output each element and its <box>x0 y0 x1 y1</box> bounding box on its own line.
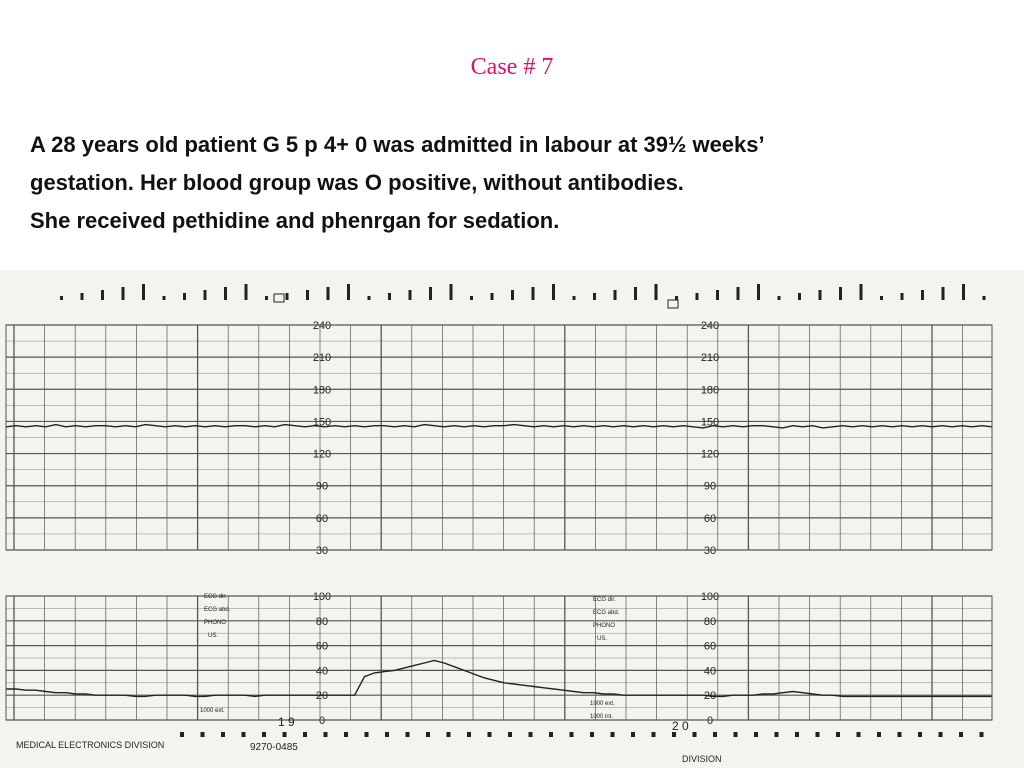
fhr-tick-label-0-3: 150 <box>312 416 332 429</box>
event-mark-5 <box>163 296 166 300</box>
bottom-mark-14 <box>467 732 471 737</box>
bottom-mark-12 <box>426 732 430 737</box>
fhr-trace <box>6 425 992 428</box>
scale-label-2: 1000 ext. <box>590 701 615 707</box>
bottom-mark-6 <box>303 732 307 737</box>
case-description <box>30 126 1010 240</box>
panel-label-4: US. <box>208 633 219 639</box>
bottom-mark-38 <box>959 732 963 737</box>
bottom-mark-9 <box>365 732 369 737</box>
event-box-1 <box>274 294 284 302</box>
event-mark-45 <box>983 296 986 300</box>
bottom-mark-32 <box>836 732 840 737</box>
event-mark-27 <box>614 290 617 300</box>
page-number-1: 1 9 <box>278 715 295 729</box>
event-mark-36 <box>798 293 801 300</box>
uc-tick-label-1-1: 80 <box>703 615 717 628</box>
event-mark-44 <box>962 284 965 300</box>
bottom-mark-27 <box>734 732 738 737</box>
bottom-mark-16 <box>508 732 512 737</box>
bottom-mark-22 <box>631 732 635 737</box>
event-mark-3 <box>122 287 125 300</box>
fhr-tick-label-1-5: 90 <box>703 480 717 493</box>
event-mark-18 <box>429 287 432 300</box>
bottom-mark-3 <box>242 732 246 737</box>
uc-tick-label-0-3: 40 <box>315 665 329 678</box>
fhr-tick-label-1-2: 180 <box>700 384 720 397</box>
bottom-mark-2 <box>221 732 225 737</box>
event-mark-6 <box>183 293 186 300</box>
panel-label-6: ECG abd. <box>593 610 620 616</box>
event-marks <box>60 284 986 737</box>
bottom-mark-33 <box>857 732 861 737</box>
event-mark-21 <box>491 293 494 300</box>
bottom-mark-37 <box>939 732 943 737</box>
bottom-mark-19 <box>570 732 574 737</box>
fhr-tick-label-0-6: 60 <box>315 512 329 525</box>
ctg-strip <box>0 270 1024 768</box>
bottom-mark-29 <box>775 732 779 737</box>
bottom-mark-28 <box>754 732 758 737</box>
bottom-mark-17 <box>529 732 533 737</box>
event-mark-0 <box>60 296 63 300</box>
panel-label-2: ECG abd. <box>204 607 231 613</box>
event-mark-24 <box>552 284 555 300</box>
event-mark-38 <box>839 287 842 300</box>
bottom-mark-26 <box>713 732 717 737</box>
event-mark-29 <box>655 284 658 300</box>
event-mark-17 <box>409 290 412 300</box>
uc-trace <box>6 661 992 697</box>
case-line-2: gestation. Her blood group was O positive, without antibodies. <box>30 170 684 195</box>
uterine-contraction-chart <box>6 591 992 727</box>
fhr-tick-label-0-4: 120 <box>312 448 332 461</box>
uc-tick-label-0-2: 60 <box>315 640 329 653</box>
event-mark-39 <box>860 284 863 300</box>
panel-label-7: PHONO <box>593 623 616 629</box>
event-mark-33 <box>737 287 740 300</box>
event-mark-40 <box>880 296 883 300</box>
scale-label-1: 1000 ext. <box>200 708 225 714</box>
fhr-tick-label-1-3: 150 <box>700 416 720 429</box>
uc-tick-label-0-0: 100 <box>312 591 332 603</box>
bottom-mark-18 <box>549 732 553 737</box>
event-mark-25 <box>573 296 576 300</box>
bottom-mark-13 <box>447 732 451 737</box>
bottom-mark-0 <box>180 732 184 737</box>
bottom-mark-21 <box>611 732 615 737</box>
fhr-tick-label-0-5: 90 <box>315 480 329 493</box>
event-mark-9 <box>245 284 248 300</box>
bottom-mark-23 <box>652 732 656 737</box>
uc-tick-label-0-4: 20 <box>315 690 329 703</box>
event-mark-31 <box>696 293 699 300</box>
event-mark-35 <box>778 296 781 300</box>
bottom-mark-25 <box>693 732 697 737</box>
bottom-mark-7 <box>324 732 328 737</box>
event-mark-42 <box>921 290 924 300</box>
fhr-tick-label-0-7: 30 <box>315 545 329 557</box>
fhr-tick-label-1-4: 120 <box>700 448 720 461</box>
scale-label-3: 1000 int. <box>590 714 614 720</box>
event-mark-22 <box>511 290 514 300</box>
bottom-mark-4 <box>262 732 266 737</box>
bottom-mark-1 <box>201 732 205 737</box>
case-line-3: She received pethidine and phenrgan for sedation. <box>30 208 560 233</box>
event-mark-26 <box>593 293 596 300</box>
event-mark-32 <box>716 290 719 300</box>
bottom-mark-34 <box>877 732 881 737</box>
event-mark-19 <box>450 284 453 300</box>
bottom-mark-36 <box>918 732 922 737</box>
event-mark-8 <box>224 287 227 300</box>
bottom-mark-5 <box>283 732 287 737</box>
event-mark-28 <box>634 287 637 300</box>
event-mark-43 <box>942 287 945 300</box>
fhr-tick-label-1-7: 30 <box>703 545 717 557</box>
event-mark-10 <box>265 296 268 300</box>
bottom-mark-10 <box>385 732 389 737</box>
panel-label-8: US. <box>597 636 608 642</box>
fhr-tick-label-1-0: 240 <box>700 320 720 332</box>
event-mark-23 <box>532 287 535 300</box>
bottom-mark-31 <box>816 732 820 737</box>
event-mark-11 <box>286 293 289 300</box>
event-mark-13 <box>327 287 330 300</box>
strip-footer <box>16 715 722 764</box>
uc-tick-label-1-4: 20 <box>703 690 717 703</box>
footer-right: DIVISION <box>682 754 722 764</box>
event-mark-14 <box>347 284 350 300</box>
uc-tick-label-1-3: 40 <box>703 665 717 678</box>
uc-tick-label-1-2: 60 <box>703 640 717 653</box>
page-number-2: 2 0 <box>672 719 689 733</box>
event-mark-37 <box>819 290 822 300</box>
bottom-mark-11 <box>406 732 410 737</box>
panel-label-1: ECG dir. <box>204 594 227 600</box>
event-mark-7 <box>204 290 207 300</box>
event-mark-20 <box>470 296 473 300</box>
panel-label-5: ECG dir. <box>593 597 616 603</box>
event-mark-1 <box>81 293 84 300</box>
uc-tick-label-1-5: 0 <box>706 715 714 727</box>
event-mark-4 <box>142 284 145 300</box>
bottom-mark-15 <box>488 732 492 737</box>
event-mark-2 <box>101 290 104 300</box>
bottom-mark-8 <box>344 732 348 737</box>
panel-labels <box>200 594 620 720</box>
fhr-tick-label-0-1: 210 <box>312 352 332 365</box>
fhr-tick-label-0-2: 180 <box>312 384 332 397</box>
event-mark-15 <box>368 296 371 300</box>
bottom-mark-30 <box>795 732 799 737</box>
event-mark-30 <box>675 296 678 300</box>
fhr-tick-label-1-6: 60 <box>703 512 717 525</box>
event-mark-34 <box>757 284 760 300</box>
case-line-1: A 28 years old patient G 5 p 4+ 0 was admitted in labour at 39½ weeks’ <box>30 132 765 157</box>
event-box-2 <box>668 300 678 308</box>
fhr-chart <box>6 320 992 557</box>
fhr-tick-label-0-0: 240 <box>312 320 332 332</box>
bottom-mark-35 <box>898 732 902 737</box>
uc-tick-label-0-5: 0 <box>318 715 326 727</box>
slide-title: Case # 7 <box>470 54 554 80</box>
footer-code: 9270-0485 <box>250 742 298 753</box>
fhr-tick-label-1-1: 210 <box>700 352 720 365</box>
uc-tick-label-1-0: 100 <box>700 591 720 603</box>
bottom-mark-39 <box>980 732 984 737</box>
event-mark-41 <box>901 293 904 300</box>
footer-left: MEDICAL ELECTRONICS DIVISION <box>16 740 165 750</box>
event-mark-16 <box>388 293 391 300</box>
bottom-mark-20 <box>590 732 594 737</box>
uc-tick-label-0-1: 80 <box>315 615 329 628</box>
event-mark-12 <box>306 290 309 300</box>
panel-label-3: PHONO <box>204 620 227 626</box>
